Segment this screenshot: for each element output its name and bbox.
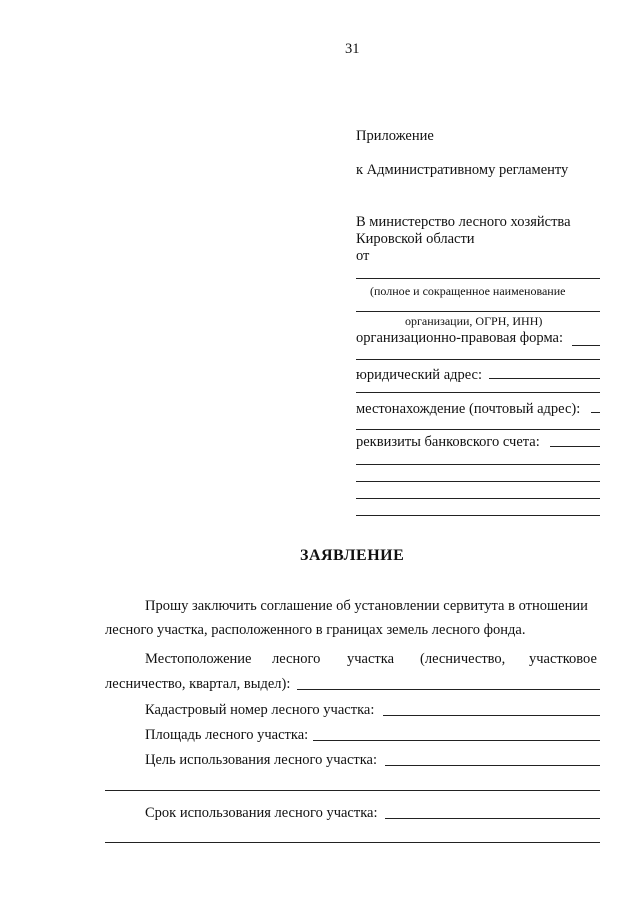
applicant-name-line[interactable] bbox=[356, 278, 600, 279]
from-label: от bbox=[356, 248, 370, 264]
bank-details-label: реквизиты банковского счета: bbox=[356, 434, 540, 450]
appendix-label: Приложение bbox=[356, 128, 434, 144]
purpose-line[interactable] bbox=[385, 765, 600, 766]
location-line-2-label: лесничество, квартал, выдел): bbox=[105, 676, 291, 692]
recipient-line-1: В министерство лесного хозяйства bbox=[356, 214, 571, 230]
request-line-1: Прошу заключить соглашение об установлении сервитута в отношении bbox=[145, 598, 588, 614]
bank-details-line-3[interactable] bbox=[356, 481, 600, 482]
applicant-caption-1: (полное и сокращенное наименование bbox=[370, 284, 566, 298]
location-label: местонахождение (почтовый адрес): bbox=[356, 401, 581, 417]
legal-address-line[interactable] bbox=[489, 378, 600, 379]
page-number: 31 bbox=[345, 41, 360, 57]
legal-form-line-2[interactable] bbox=[356, 359, 600, 360]
applicant-caption-2: организации, ОГРН, ИНН) bbox=[405, 314, 543, 328]
bank-details-line-4[interactable] bbox=[356, 498, 600, 499]
cadastral-label: Кадастровый номер лесного участка: bbox=[145, 702, 375, 718]
bank-details-line-2[interactable] bbox=[356, 464, 600, 465]
location-line[interactable] bbox=[591, 412, 600, 413]
location-word-3: участка bbox=[347, 651, 395, 667]
term-line[interactable] bbox=[385, 818, 600, 819]
purpose-label: Цель использования лесного участка: bbox=[145, 752, 378, 768]
term-label: Срок использования лесного участка: bbox=[145, 805, 378, 821]
location-word-2: лесного bbox=[272, 651, 321, 667]
legal-address-label: юридический адрес: bbox=[356, 367, 483, 383]
legal-form-label: организационно-правовая форма: bbox=[356, 330, 563, 346]
location-word-1: Местоположение bbox=[145, 651, 252, 667]
forest-location-line[interactable] bbox=[297, 689, 600, 690]
term-line-2[interactable] bbox=[105, 842, 600, 843]
location-word-5: участковое bbox=[529, 651, 597, 667]
regulation-reference: к Административному регламенту bbox=[356, 162, 569, 178]
area-label: Площадь лесного участка: bbox=[145, 727, 309, 743]
recipient-line-2: Кировской области bbox=[356, 231, 475, 247]
location-line-2[interactable] bbox=[356, 429, 600, 430]
cadastral-line[interactable] bbox=[383, 715, 600, 716]
document-title: ЗАЯВЛЕНИЕ bbox=[300, 547, 405, 564]
bank-details-line-5[interactable] bbox=[356, 515, 600, 516]
legal-address-line-2[interactable] bbox=[356, 392, 600, 393]
bank-details-line[interactable] bbox=[550, 446, 600, 447]
area-line[interactable] bbox=[313, 740, 600, 741]
location-word-4: (лесничество, bbox=[420, 651, 506, 667]
purpose-line-2[interactable] bbox=[105, 790, 600, 791]
request-line-2: лесного участка, расположенного в границах земель лесного фонда. bbox=[105, 622, 526, 638]
legal-form-line[interactable] bbox=[572, 345, 600, 346]
applicant-name-line-2[interactable] bbox=[356, 311, 600, 312]
